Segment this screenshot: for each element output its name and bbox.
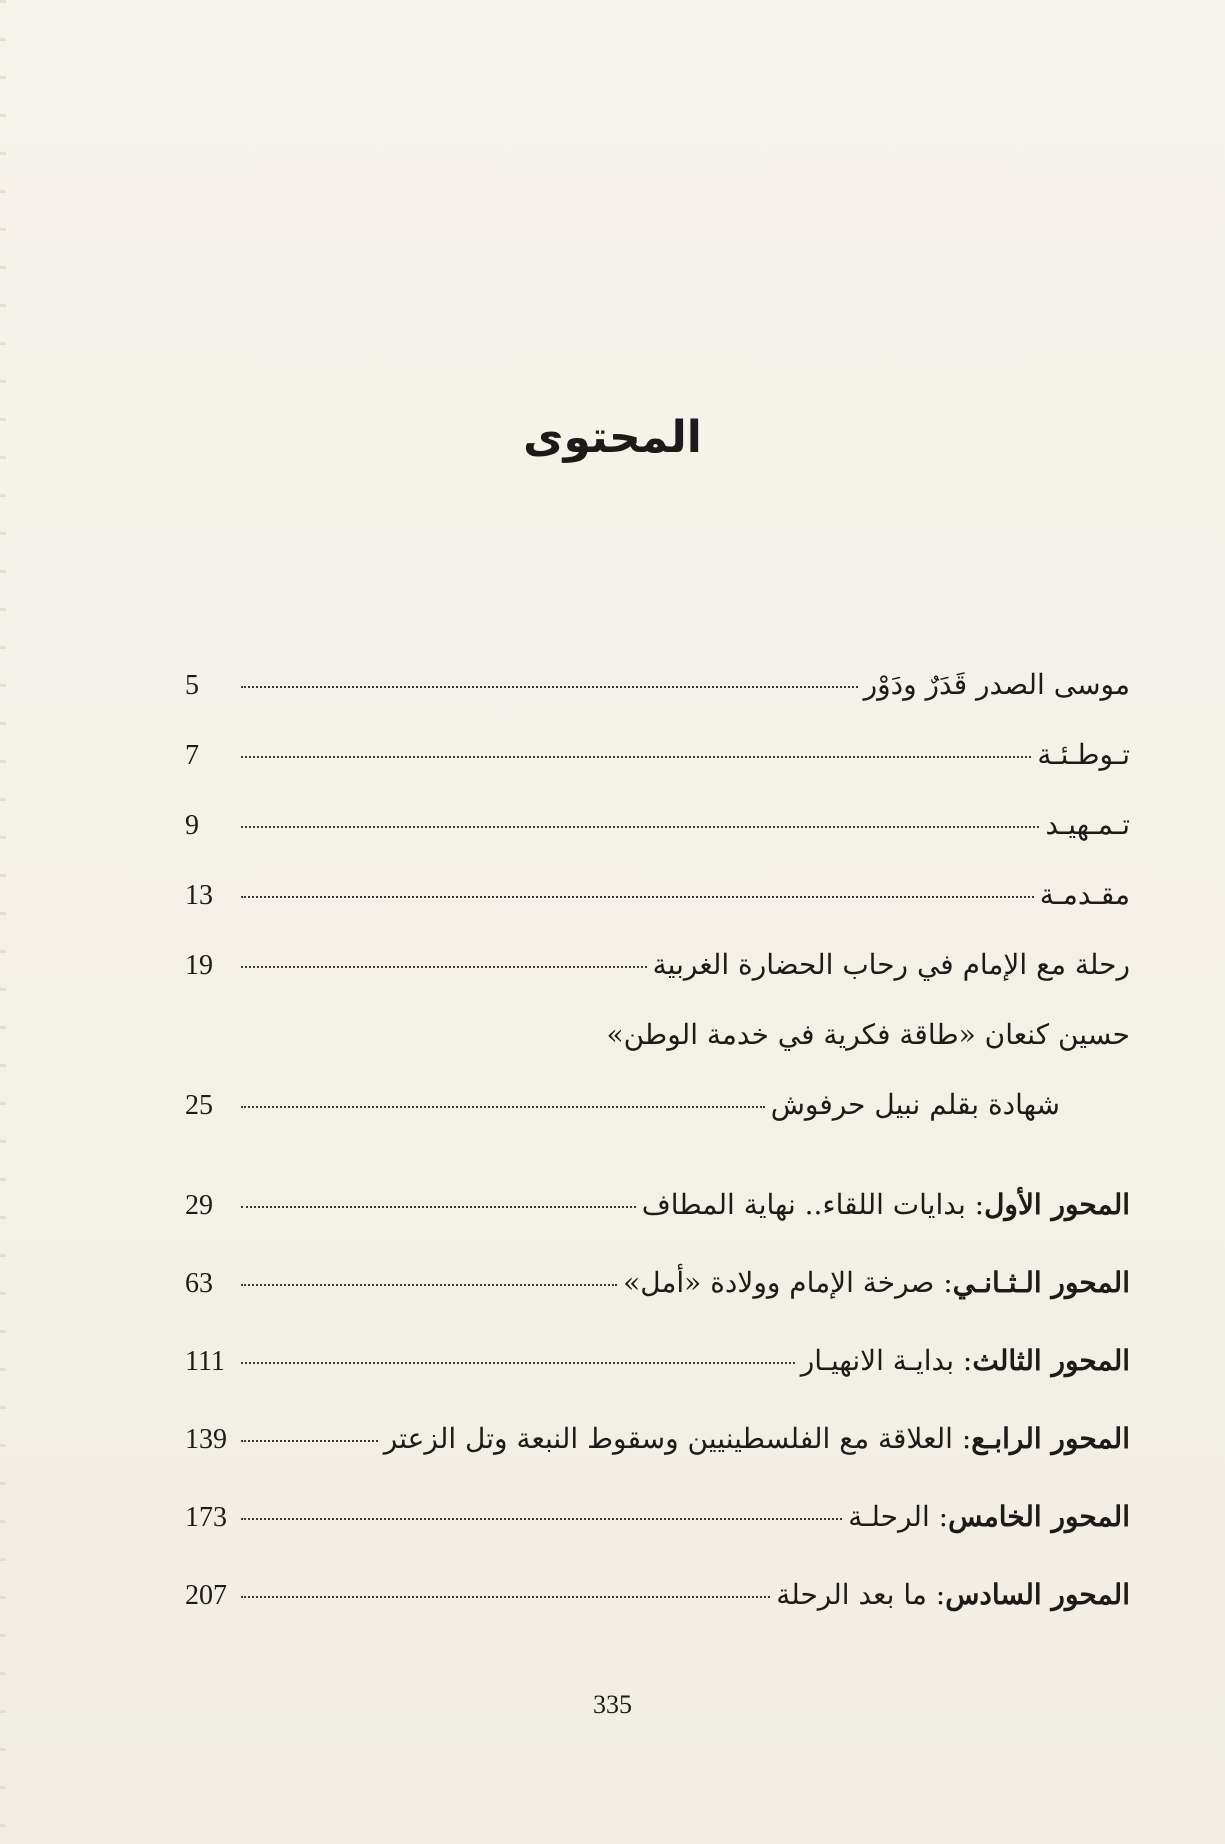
dot-leader <box>241 1518 842 1520</box>
toc-chapter-label <box>848 1478 1130 1556</box>
toc-chapter-label <box>776 1556 1130 1634</box>
chapter-title: : العلاقة مع الفلسطينيين وسقوط النبعة وتل الزعتر <box>383 1422 972 1455</box>
toc-entry <box>185 930 1130 1000</box>
toc-chapter-label <box>642 1166 1130 1244</box>
toc-entry <box>185 1000 1130 1070</box>
toc-chapter <box>185 1244 1130 1322</box>
dot-leader <box>241 1362 795 1364</box>
toc-chapter-page: 111 <box>185 1346 225 1377</box>
toc-entry-page: 5 <box>185 670 199 701</box>
chapter-title: : ما بعد الرحلة <box>776 1578 946 1611</box>
toc-entry <box>185 860 1130 930</box>
toc-chapter-page: 29 <box>185 1190 213 1221</box>
chapter-title: : صرخة الإمام وولادة «أمل» <box>623 1266 953 1299</box>
chapter-heading: المحور الأول <box>984 1188 1130 1221</box>
dot-leader <box>241 686 858 688</box>
toc-chapter-label <box>801 1322 1130 1400</box>
dot-leader <box>241 1440 378 1442</box>
dot-leader <box>241 896 1034 898</box>
toc-entry <box>185 1070 1130 1140</box>
dot-leader <box>241 1284 617 1286</box>
toc-entry-label: شهادة بقلم نبيل حرفوش <box>770 1088 1060 1121</box>
toc-entry-label: حسين كنعان «طاقة فكرية في خدمة الوطن» <box>606 1018 1130 1051</box>
dot-leader <box>241 756 1031 758</box>
toc-chapter <box>185 1166 1130 1244</box>
toc-entry-label: تـوطـئـة <box>1037 738 1130 771</box>
toc-chapter-label <box>623 1244 1130 1322</box>
toc-chapter <box>185 1556 1130 1634</box>
page-edge <box>0 0 6 1844</box>
toc-chapter-page: 139 <box>185 1424 227 1455</box>
chapter-heading: المحور الرابـع <box>971 1422 1130 1455</box>
chapter-title: : الرحلـة <box>848 1500 949 1533</box>
chapter-heading: المحور السادس <box>945 1578 1130 1611</box>
toc-entry <box>185 720 1130 790</box>
dot-leader <box>241 1596 770 1598</box>
toc-entry-label: رحلة مع الإمام في رحاب الحضارة الغربية <box>652 948 1130 981</box>
toc-entry <box>185 790 1130 860</box>
toc-chapter-page: 207 <box>185 1580 227 1611</box>
dot-leader <box>241 1206 636 1208</box>
toc-chapter-page: 173 <box>185 1502 227 1533</box>
dot-leader <box>241 1106 765 1108</box>
chapter-heading: المحور الـثـانـي <box>952 1266 1130 1299</box>
toc-chapter <box>185 1400 1130 1478</box>
chapter-heading: المحور الثالث <box>972 1344 1130 1377</box>
toc-chapter-page: 63 <box>185 1268 213 1299</box>
page-number: 335 <box>593 1690 632 1719</box>
page-title: المحتوى <box>523 412 702 463</box>
toc-entry-label: مقـدمـة <box>1039 878 1130 911</box>
dot-leader <box>241 826 1039 828</box>
toc-chapter-label <box>384 1400 1130 1478</box>
toc-chapter <box>185 1478 1130 1556</box>
chapter-heading: المحور الخامس <box>948 1500 1130 1533</box>
toc-entry-page: 13 <box>185 880 213 911</box>
toc-entry-label: موسى الصدر قَدَرٌ ودَوْر <box>863 668 1130 701</box>
chapter-title: : بدايـة الانهيـار <box>800 1344 973 1377</box>
toc-entry-page: 19 <box>185 950 213 981</box>
toc-entry-page: 9 <box>185 810 199 841</box>
toc-entry-page: 7 <box>185 740 199 771</box>
toc-entry <box>185 650 1130 720</box>
table-of-contents <box>185 650 1130 1634</box>
toc-entry-label: تـمـهيـد <box>1045 808 1130 841</box>
section-gap <box>185 1140 1130 1166</box>
dot-leader <box>241 966 647 968</box>
chapter-title: : بدايات اللقاء.. نهاية المطاف <box>641 1188 985 1221</box>
toc-entry-page: 25 <box>185 1090 213 1121</box>
toc-chapter <box>185 1322 1130 1400</box>
